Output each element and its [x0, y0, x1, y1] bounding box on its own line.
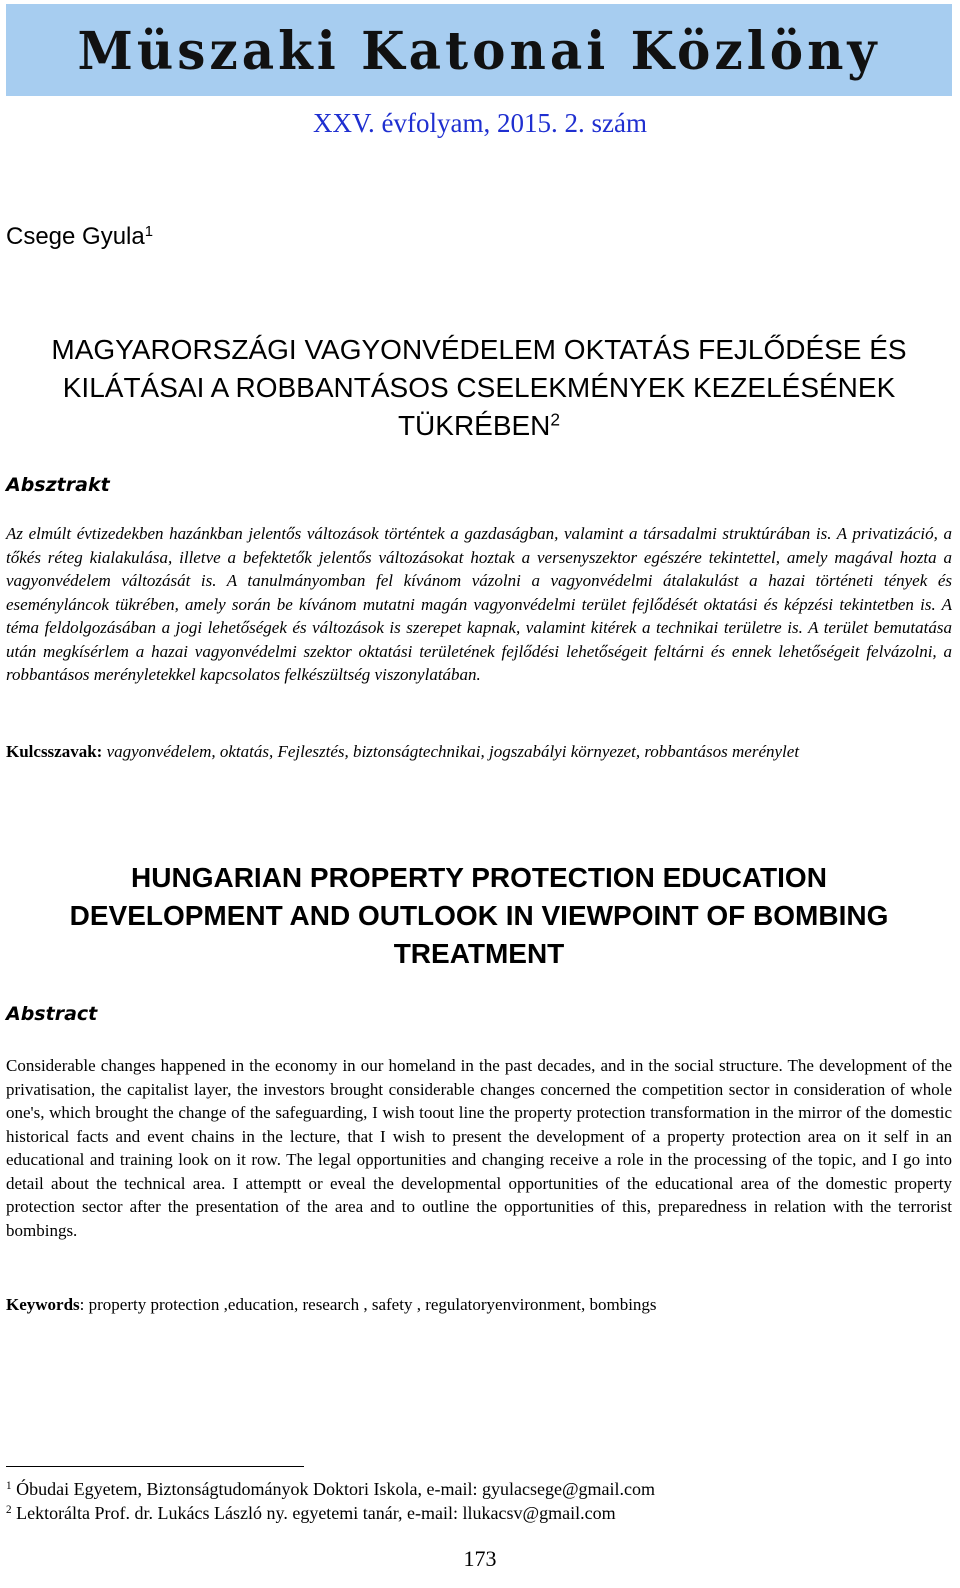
footnote-1-text: Óbudai Egyetem, Biztonságtudományok Doktori Iskola, e-mail: gyulacsege@gmail.com — [16, 1479, 656, 1499]
keywords-hu-text: vagyonvédelem, oktatás, Fejlesztés, biztonságtechnikai, jogszabályi környezet, robbantásos merénylet — [106, 742, 800, 761]
abstract-hu-heading: Absztrakt — [6, 474, 110, 496]
abstract-hu-text: Az elmúlt évtizedekben hazánkban jelentős változások történtek a gazdaságban, valamint a társadalmi struktúrában is. A privatizáció, a tőkés réteg kialakulása, illetve a befektetők jelentős változásokat hoztak a versenyszektor egészére tekintettel, amely magával hozta a vagyonvédelem változását is. A tanulmányomban fel kívánom vázolni a vagyonvédelmi átalakulást a hazai történeti tények és eseményláncok tükrében, amely során be kívánom mutatni magán vagyonvédelmi terület fejlődését oktatási és képzési tekintetben is. A téma feldolgozásában a jogi lehetőségek és változások is szerepet kapnak, valamint kitérek a technikai területre is. A terület bemutatása után megkísérlem a hazai vagyonvédelmi szektor oktatási területének fejlődési lehetőségeit feltárni és ennek lehetőségeit felvázolni, a robbantásos merényletekkel kapcsolatos felkészültség viszonylatában. — [6, 524, 952, 684]
journal-masthead — [6, 4, 952, 96]
keywords-hu — [6, 740, 952, 764]
abstract-en-heading: Abstract — [6, 1003, 98, 1025]
footnote-1-mark: 1 — [6, 1479, 12, 1492]
title-hu-line-1: MAGYARORSZÁGI VAGYONVÉDELEM OKTATÁS FEJLŐDÉSE ÉS — [51, 334, 907, 365]
title-en-line-2: DEVELOPMENT AND OUTLOOK IN VIEWPOINT OF BOMBING — [69, 900, 889, 931]
title-footnote-mark: 2 — [550, 409, 561, 430]
author-name — [6, 223, 153, 251]
author-name-text: Csege Gyula — [6, 223, 145, 250]
title-hu-line-3 — [6, 407, 952, 445]
keywords-hu-label: Kulcsszavak: — [6, 742, 103, 761]
title-hu-line-2: KILÁTÁSAI A ROBBANTÁSOS CSELEKMÉNYEK KEZELÉSÉNEK — [62, 372, 896, 403]
abstract-en-text: Considerable changes happened in the economy in our homeland in the past decades, and in the social structure. The development of the privatisation, the capitalist layer, the investors brought considerable changes concerned the competition sector in consideration of whole one's, which brought the change of the safeguarding, I wish toout line the property protection transformation in the mirror of the domestic historical facts and event chains in the lecture, that I wish to present the development of a property protection area on it self in an educational and training look on it row. The legal opportunities and changing receive a role in the processing of the topic, and I go into detail about the technical area. I attemptt or eveal the developmental opportunities of the educational area of the domestic property protection sector after the presentation of the area and to outline the opportunities of this, preparedness in relation with the terrorist bombings. — [6, 1056, 952, 1240]
footnote-1 — [6, 1479, 655, 1500]
keywords-en-text: : property protection ,education, research , safety , regulatoryenvironment, bombings — [79, 1295, 657, 1314]
author-footnote-mark: 1 — [144, 223, 154, 240]
title-en-line-3: TREATMENT — [393, 938, 565, 969]
page-number: 173 — [463, 1546, 497, 1571]
footnote-2-mark: 2 — [6, 1503, 12, 1516]
title-hungarian — [6, 331, 952, 445]
title-english — [6, 859, 952, 973]
footnote-separator — [6, 1466, 304, 1467]
keywords-en-label: Keywords — [6, 1295, 80, 1314]
issue-info: XXV. évfolyam, 2015. 2. szám — [313, 108, 647, 138]
keywords-en — [6, 1293, 952, 1317]
title-hu-line-3-text: TÜKRÉBEN — [397, 410, 551, 441]
title-en-line-1: HUNGARIAN PROPERTY PROTECTION EDUCATION — [131, 862, 827, 893]
footnote-2 — [6, 1503, 616, 1524]
journal-logo: Müszaki Katonai Közlöny — [77, 19, 881, 81]
footnote-2-text: Lektorálta Prof. dr. Lukács László ny. egyetemi tanár, e-mail: llukacsv@gmail.com — [16, 1503, 616, 1523]
